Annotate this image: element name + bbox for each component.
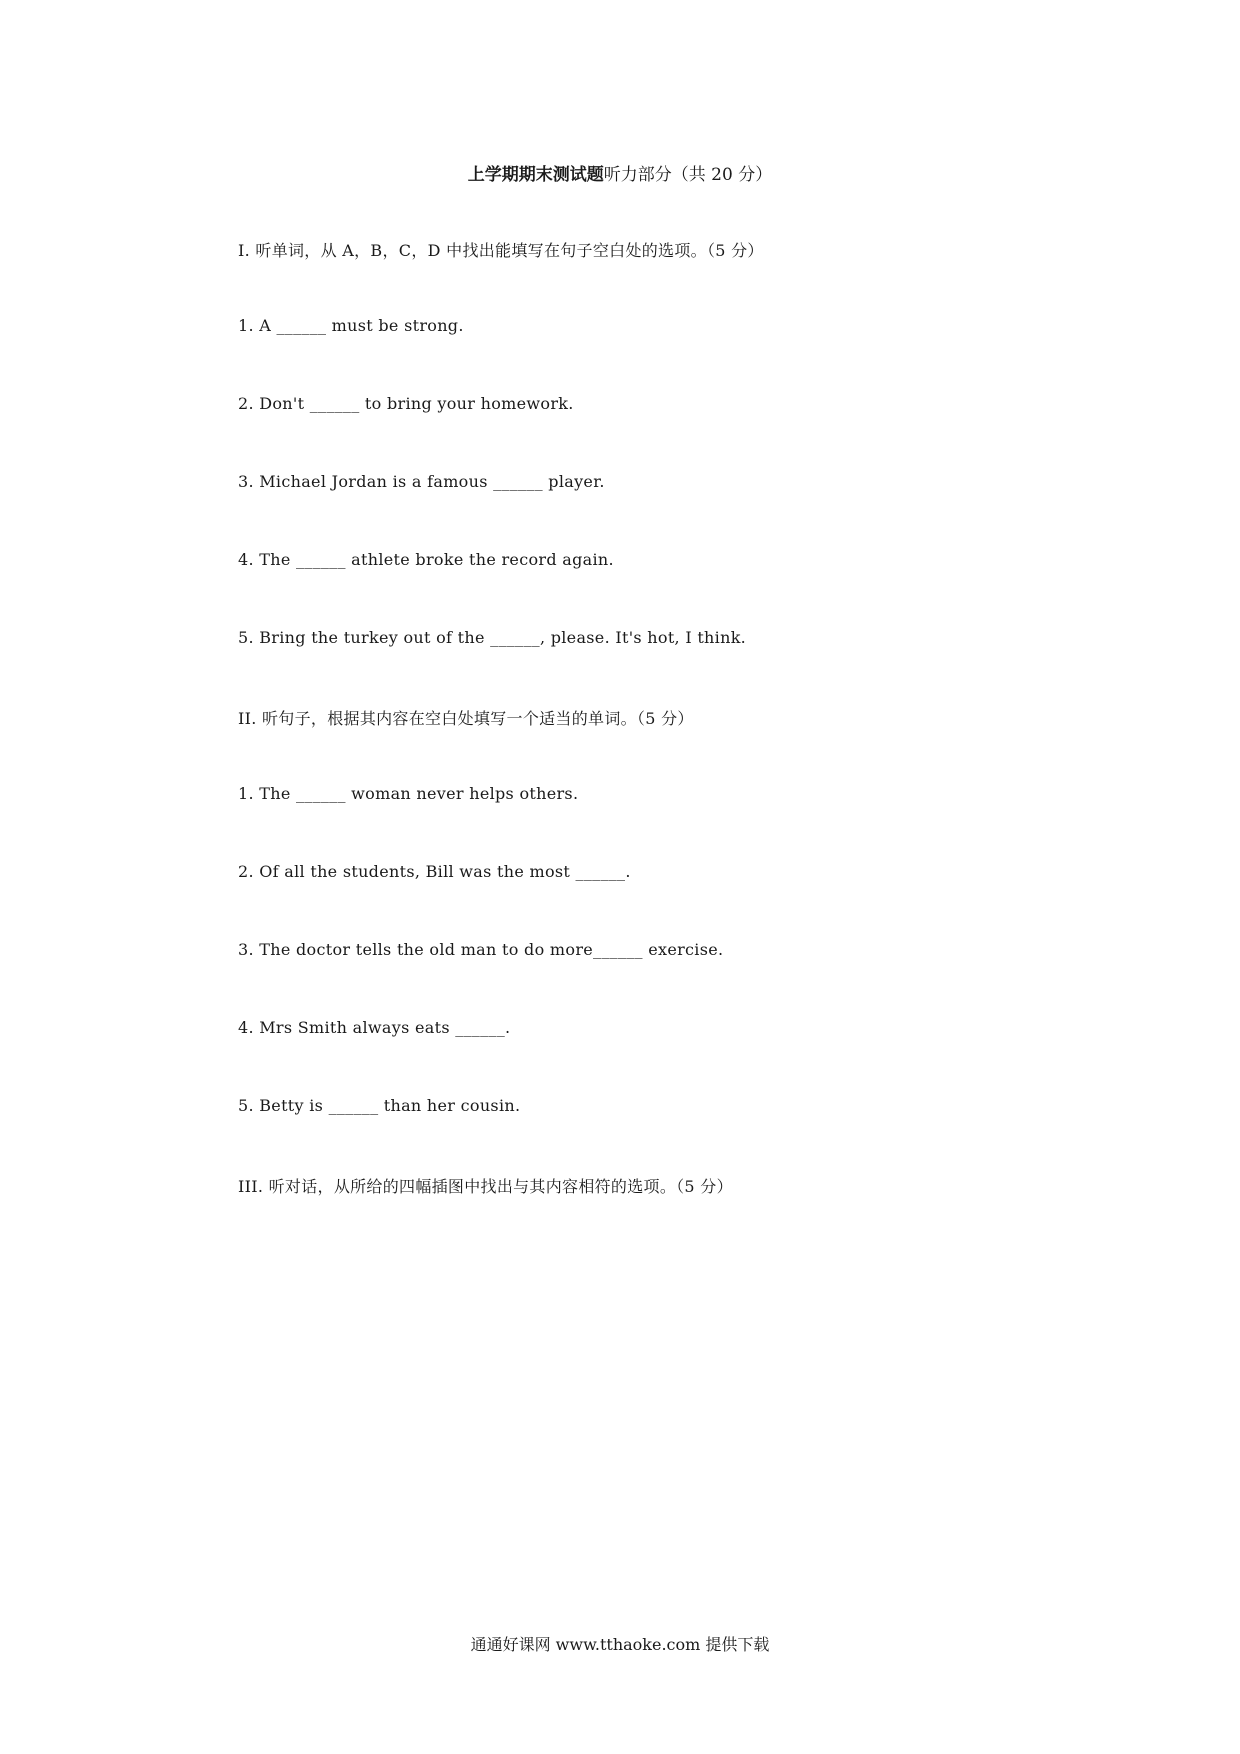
section-2-heading: II. 听句子，根据其内容在空白处填写一个适当的单词。（5 分） — [238, 709, 694, 728]
section-1-question-5: 5. Bring the turkey out of the ______, please. It's hot, I think. — [238, 628, 747, 647]
page-title — [0, 160, 1240, 185]
section-2-question-3: 3. The doctor tells the old man to do more______ exercise. — [238, 940, 724, 959]
section-2-question-5: 5. Betty is ______ than her cousin. — [238, 1096, 521, 1115]
section-1-heading: I. 听单词，从 A，B，C，D 中找出能填写在句子空白处的选项。（5 分） — [238, 241, 764, 260]
section-2-question-1: 1. The ______ woman never helps others. — [238, 784, 579, 803]
section-1-question-1: 1. A ______ must be strong. — [238, 316, 464, 335]
title-rest-part: 听力部分（共 20 分） — [603, 165, 773, 185]
section-2-question-4: 4. Mrs Smith always eats ______. — [238, 1018, 511, 1037]
section-3-heading: III. 听对话，从所给的四幅插图中找出与其内容相符的选项。（5 分） — [238, 1177, 733, 1196]
footer-credit: 通通好课网 www.tthaoke.com 提供下载 — [470, 1635, 770, 1654]
section-2-question-2: 2. Of all the students, Bill was the most ______. — [238, 862, 631, 881]
title-bold-part: 上学期期末测试题 — [467, 165, 604, 185]
section-1-question-3: 3. Michael Jordan is a famous ______ player. — [238, 472, 605, 491]
section-1-question-2: 2. Don't ______ to bring your homework. — [238, 394, 574, 413]
section-1-question-4: 4. The ______ athlete broke the record again. — [238, 550, 614, 569]
